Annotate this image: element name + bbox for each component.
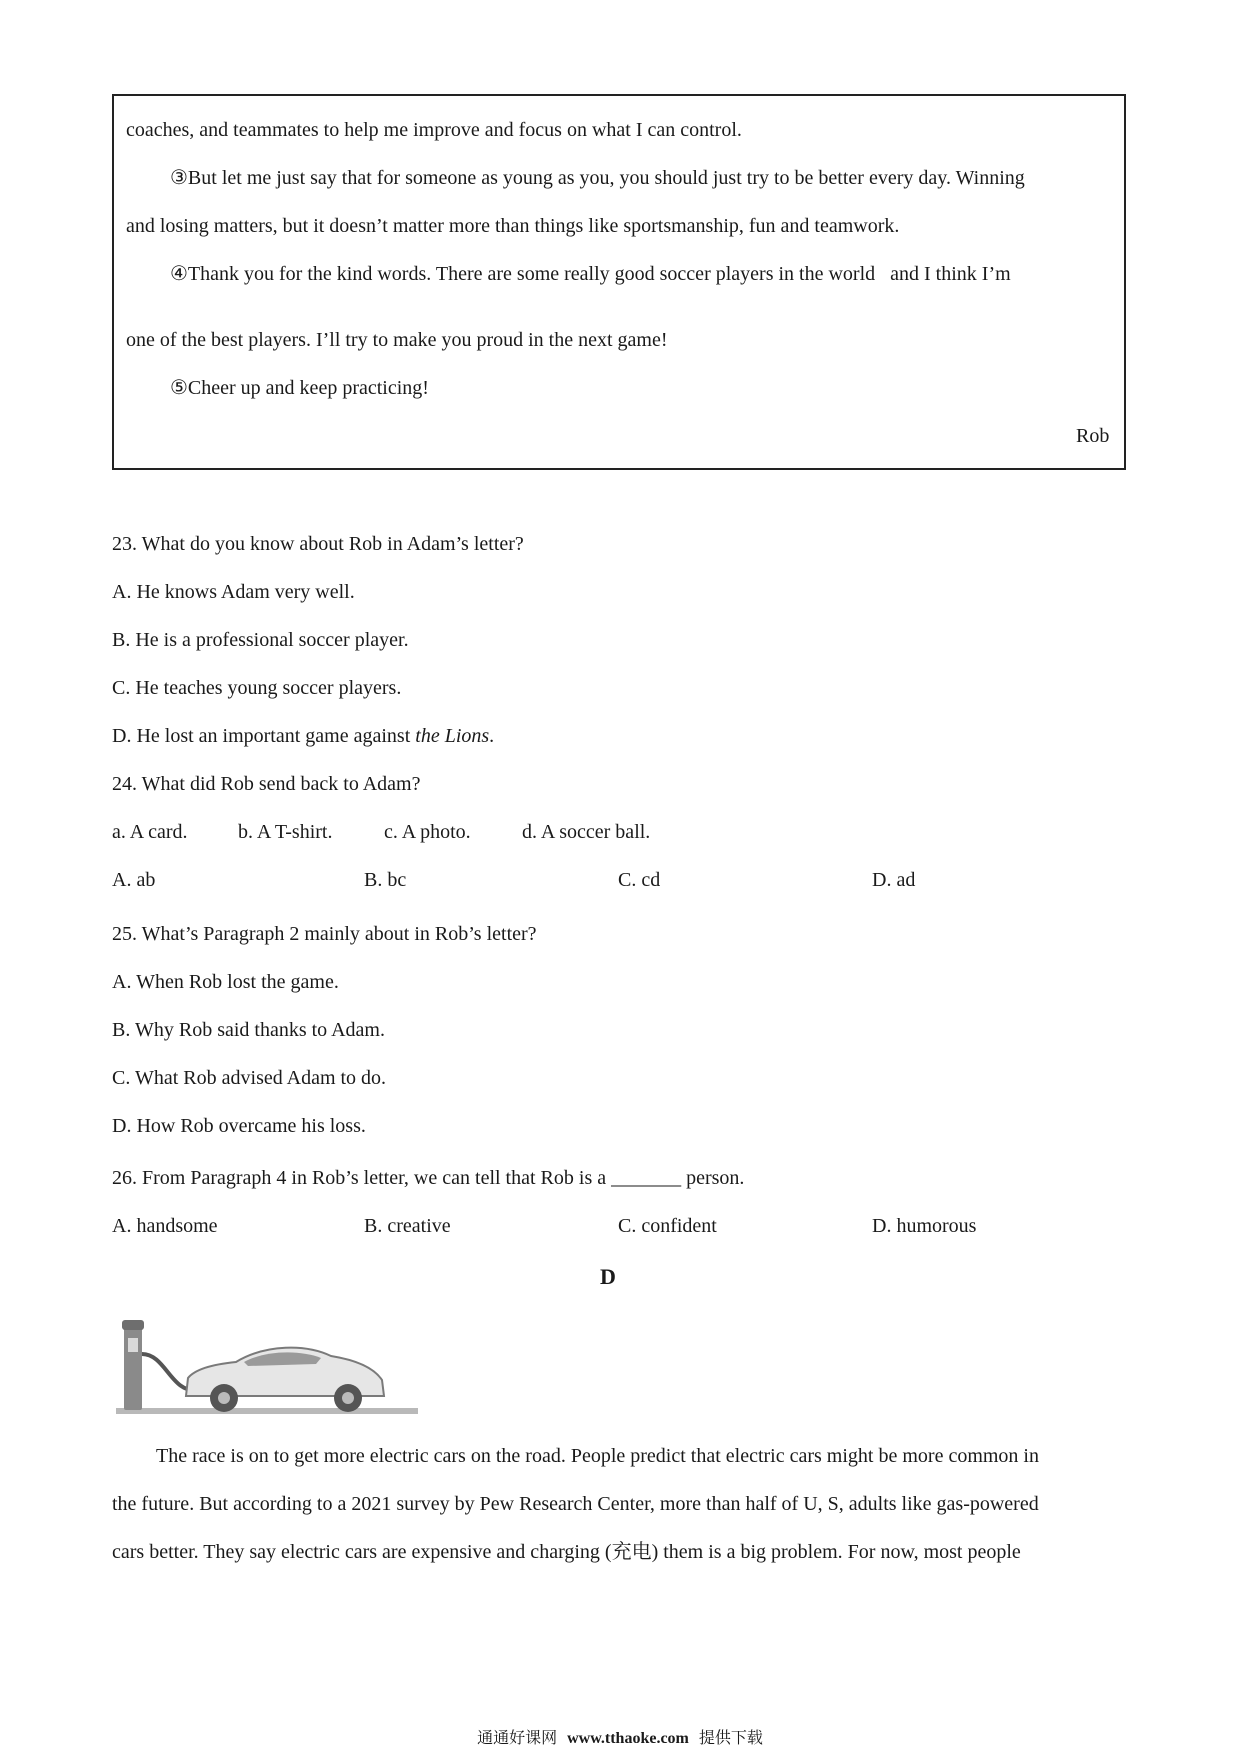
question-26-stem: 26. From Paragraph 4 in Rob’s letter, we can tell that Rob is a _______ person. bbox=[112, 1167, 745, 1189]
question-23-option-b: B. He is a professional soccer player. bbox=[112, 629, 409, 651]
question-23-option-a: A. He knows Adam very well. bbox=[112, 581, 355, 603]
question-25-option-b: B. Why Rob said thanks to Adam. bbox=[112, 1019, 385, 1041]
letter-paragraph-5: ⑤Cheer up and keep practicing! bbox=[170, 377, 429, 399]
question-25-option-d: D. How Rob overcame his loss. bbox=[112, 1115, 366, 1137]
passage-d-line-3: cars better. They say electric cars are expensive and charging (充电) them is a big problem. For now, most people bbox=[112, 1541, 1021, 1563]
letter-signature: Rob bbox=[1076, 425, 1110, 447]
question-24-option-a: A. ab bbox=[112, 869, 156, 891]
option-d-text: D. He lost an important game against bbox=[112, 725, 416, 747]
footer-url[interactable]: www.tthaoke.com bbox=[567, 1730, 689, 1747]
question-24-item-c: c. A photo. bbox=[384, 821, 471, 843]
footer-site-name: 通通好课网 bbox=[477, 1728, 558, 1747]
question-25-option-a: A. When Rob lost the game. bbox=[112, 971, 339, 993]
question-23-stem: 23. What do you know about Rob in Adam’s letter? bbox=[112, 533, 524, 555]
letter-paragraph-3-line-1: ③But let me just say that for someone as young as you, you should just try to be better every day. Winning bbox=[170, 167, 1025, 189]
question-25-option-c: C. What Rob advised Adam to do. bbox=[112, 1067, 387, 1089]
question-26-option-d: D. humorous bbox=[872, 1215, 977, 1237]
question-23-option-d bbox=[112, 724, 494, 748]
footer-download-text: 提供下载 bbox=[698, 1728, 763, 1747]
section-d-heading: D bbox=[600, 1264, 616, 1289]
letter-paragraph-4-line-2: one of the best players. I’ll try to make you proud in the next game! bbox=[126, 329, 668, 351]
question-26-option-a: A. handsome bbox=[112, 1215, 218, 1237]
question-25-stem: 25. What’s Paragraph 2 mainly about in Rob’s letter? bbox=[112, 923, 537, 945]
question-24-stem: 24. What did Rob send back to Adam? bbox=[112, 773, 421, 795]
letter-paragraph-4-line-1: ④Thank you for the kind words. There are some really good soccer players in the world and I think I’m bbox=[170, 263, 1011, 285]
option-d-italic: the Lions bbox=[415, 725, 490, 747]
electric-car-charging-icon bbox=[116, 1314, 418, 1418]
question-24-item-b: b. A T-shirt. bbox=[238, 821, 333, 843]
question-24-item-a: a. A card. bbox=[112, 821, 188, 843]
question-26-option-b: B. creative bbox=[364, 1215, 451, 1237]
question-24-option-c: C. cd bbox=[618, 869, 661, 891]
letter-paragraph-3-line-2: and losing matters, but it doesn’t matter more than things like sportsmanship, fun and teamwork. bbox=[126, 215, 900, 237]
question-24-option-d: D. ad bbox=[872, 869, 916, 891]
question-26-option-c: C. confident bbox=[618, 1215, 717, 1237]
question-23-option-c: C. He teaches young soccer players. bbox=[112, 677, 402, 699]
page-footer bbox=[0, 1728, 1240, 1749]
question-24-item-d: d. A soccer ball. bbox=[522, 821, 651, 843]
passage-d-line-1: The race is on to get more electric cars on the road. People predict that electric cars might be more common in bbox=[156, 1445, 1039, 1467]
question-24-option-b: B. bc bbox=[364, 869, 407, 891]
option-d-period: . bbox=[489, 725, 495, 747]
passage-d-line-2: the future. But according to a 2021 survey by Pew Research Center, more than half of U, S, adults like gas-powered bbox=[112, 1493, 1039, 1515]
letter-line: coaches, and teammates to help me improve and focus on what I can control. bbox=[126, 119, 742, 141]
